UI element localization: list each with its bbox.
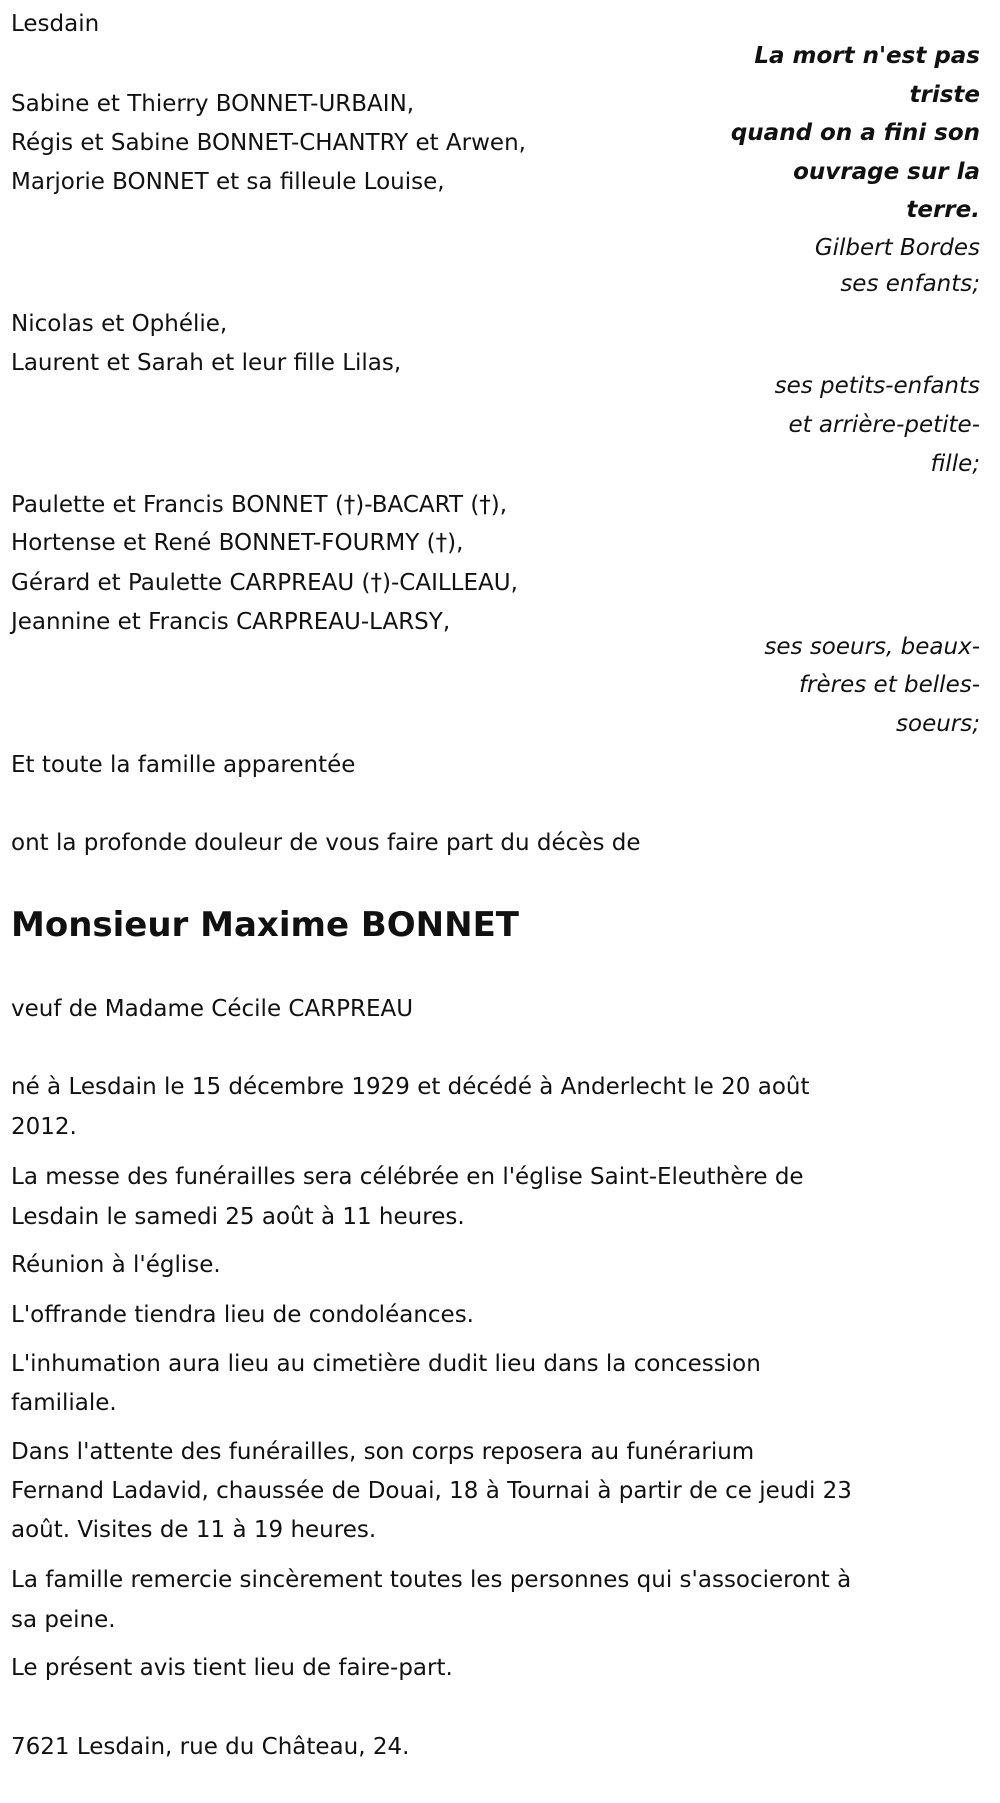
quote-line: terre. bbox=[906, 197, 980, 223]
detail-line: Dans l'attente des funérailles, son corps reposera au funérarium bbox=[11, 1439, 755, 1465]
detail-line: La famille remercie sincèrement toutes les personnes qui s'associeront à bbox=[11, 1567, 852, 1593]
quote-line: quand on a fini son bbox=[730, 120, 980, 146]
detail-line: sa peine. bbox=[11, 1607, 116, 1633]
detail-line: La messe des funérailles sera célébrée en l'église Saint-Eleuthère de bbox=[11, 1164, 804, 1190]
children-name: Sabine et Thierry BONNET-URBAIN, bbox=[11, 91, 415, 117]
deceased-name: Monsieur Maxime BONNET bbox=[11, 905, 519, 945]
siblings-relation: ses soeurs, beaux- bbox=[764, 634, 980, 660]
detail-line: Réunion à l'église. bbox=[11, 1252, 221, 1278]
family-line: Et toute la famille apparentée bbox=[11, 752, 356, 778]
announcement: ont la profonde douleur de vous faire part du décès de bbox=[11, 830, 641, 856]
place: Lesdain bbox=[11, 11, 100, 37]
detail-line: Le présent avis tient lieu de faire-part. bbox=[11, 1655, 453, 1681]
children-name: Régis et Sabine BONNET-CHANTRY et Arwen, bbox=[11, 130, 526, 156]
grandchildren-relation: fille; bbox=[930, 451, 980, 477]
detail-line: familiale. bbox=[11, 1390, 117, 1416]
detail-line: né à Lesdain le 15 décembre 1929 et décédé à Anderlecht le 20 août bbox=[11, 1074, 810, 1100]
sibling-name: Paulette et Francis BONNET (†)-BACART (†), bbox=[11, 492, 508, 518]
children-name: Marjorie BONNET et sa filleule Louise, bbox=[11, 169, 445, 195]
sibling-name: Jeannine et Francis CARPREAU-LARSY, bbox=[11, 609, 451, 635]
detail-line: Lesdain le samedi 25 août à 11 heures. bbox=[11, 1204, 465, 1230]
widower-of: veuf de Madame Cécile CARPREAU bbox=[11, 996, 414, 1022]
detail-line: 2012. bbox=[11, 1114, 77, 1140]
quote-line: La mort n'est pas bbox=[754, 43, 980, 69]
siblings-relation: soeurs; bbox=[896, 711, 980, 737]
quote-author: Gilbert Bordes bbox=[814, 235, 980, 261]
grandchildren-name: Laurent et Sarah et leur fille Lilas, bbox=[11, 350, 402, 376]
grandchildren-relation: ses petits-enfants bbox=[774, 373, 980, 399]
sibling-name: Gérard et Paulette CARPREAU (†)-CAILLEAU, bbox=[11, 570, 518, 596]
address: 7621 Lesdain, rue du Château, 24. bbox=[11, 1734, 410, 1760]
children-relation: ses enfants; bbox=[840, 271, 980, 297]
siblings-relation: frères et belles- bbox=[798, 672, 980, 698]
detail-line: L'inhumation aura lieu au cimetière dudit lieu dans la concession bbox=[11, 1351, 761, 1377]
sibling-name: Hortense et René BONNET-FOURMY (†), bbox=[11, 530, 464, 556]
quote-line: ouvrage sur la bbox=[793, 159, 980, 185]
detail-line: août. Visites de 11 à 19 heures. bbox=[11, 1517, 377, 1543]
detail-line: L'offrande tiendra lieu de condoléances. bbox=[11, 1302, 474, 1328]
grandchildren-relation: et arrière-petite- bbox=[788, 412, 980, 438]
grandchildren-name: Nicolas et Ophélie, bbox=[11, 311, 228, 337]
quote-line: triste bbox=[909, 82, 980, 108]
detail-line: Fernand Ladavid, chaussée de Douai, 18 à Tournai à partir de ce jeudi 23 bbox=[11, 1478, 852, 1504]
